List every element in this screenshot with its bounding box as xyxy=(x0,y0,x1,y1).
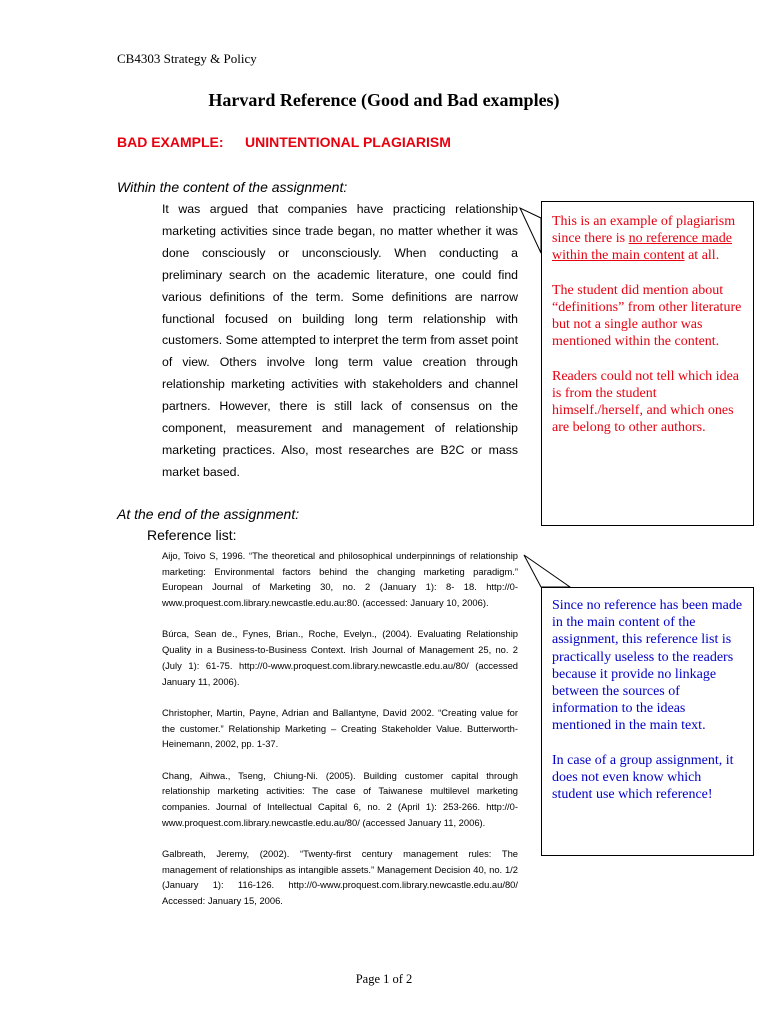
note-paragraph: In case of a group assignment, it does not even know which student use which reference! xyxy=(552,752,734,803)
callout-plagiarism-note xyxy=(541,201,754,526)
note-paragraph: Since no reference has been made in the main content of the assignment, this reference list is practically useless to the readers because it provide no linkage between the sources of information to the ideas mentioned in the main text. xyxy=(552,598,743,734)
note-text: This is an example of plagiarism since there is xyxy=(552,214,736,247)
callout-reference-note xyxy=(541,587,754,856)
bad-example-label: BAD EXAMPLE: xyxy=(117,134,224,150)
note-paragraph: The student did mention about “definitions” from other literature but not a single author was mentioned within the content. xyxy=(552,282,742,350)
reference-item: Chang, Aihwa., Tseng, Chiung-Ni. (2005). Building customer capital through relationship marketing activities: The case of Taiwanese multilevel marketing companies. Journal of Intellectual Capital 6, no. 2 (April 1): 253-266. http://0-www.proquest.com.library.newcastle.edu.au/80/ (accessed January 11, 2006). xyxy=(162,769,518,828)
callout-pointer-reference xyxy=(524,555,570,587)
reference-item: Galbreath, Jeremy, (2002). “Twenty-first century management rules: The management of relationships as intangible assets.” Management Decision 40, no. 1/2 (January 1): 116-126. http://0-www.proquest.com.library.newcastle.edu.au/80/ Accessed: January 15, 2006. xyxy=(162,847,518,907)
page-title: Harvard Reference (Good and Bad examples) xyxy=(208,90,560,110)
reference-item: Aijo, Toivo S, 1996. “The theoretical and philosophical underpinnings of relationship marketing: Environmental factors behind the changing marketing paradigm.” European Journal of Marketing 30, no. 2 (January 1): 8- 18. http://0-www.proquest.com.library.newcastle.edu.au:80. (accessed: January 10, 2006). xyxy=(162,550,518,609)
page-footer: Page 1 of 2 xyxy=(355,972,413,986)
end-heading: At the end of the assignment: xyxy=(117,506,300,522)
note-text: at all. xyxy=(684,248,720,264)
bad-example-subtitle: UNINTENTIONAL PLAGIARISM xyxy=(245,134,451,150)
note-paragraph xyxy=(552,213,745,265)
reference-item: Christopher, Martin, Payne, Adrian and Ballantyne, David 2002. “Creating value for the customer.” Relationship Marketing – Creating Stakeholder Value. Butterworth-Heinemann, 2002, pp. 1-37. xyxy=(162,706,518,750)
reference-item: Búrca, Sean de., Fynes, Brian., Roche, Evelyn., (2004). Evaluating Relationship Quality in a Business-to-Business Context. Irish Journal of Management 25, no. 2 (July 1): 61-75. http://0-www.proquest.com.library.newcastle.edu.au/80/ (accessed January 11, 2006). xyxy=(162,628,518,687)
note-underlined-text: no reference made within the main content xyxy=(552,231,732,264)
reference-list-heading: Reference list: xyxy=(147,527,237,543)
assignment-body-paragraph: It was argued that companies have practicing relationship marketing activities since trade began, no matter whether it was done consciously or unconsciously. When conducting a preliminary search on the academic literature, one could find various definitions of the term. Some definitions are narrow functional focused on building long term relationship with customers. Some attempted to interpret the term from asset point of view. Others involve long term value creation through relationship marketing activities with stakeholders and channel partners. However, there is still lack of consensus on the component, measurement and management of relationship marketing practices. Also, most researches are B2C or mass market based. xyxy=(162,202,518,479)
callout-pointer-plagiarism xyxy=(520,208,541,253)
content-heading: Within the content of the assignment: xyxy=(117,179,348,195)
document-header: CB4303 Strategy & Policy xyxy=(117,51,257,66)
note-paragraph: Readers could not tell which idea is from the student himself./herself, and which ones are belong to other authors. xyxy=(552,368,739,436)
